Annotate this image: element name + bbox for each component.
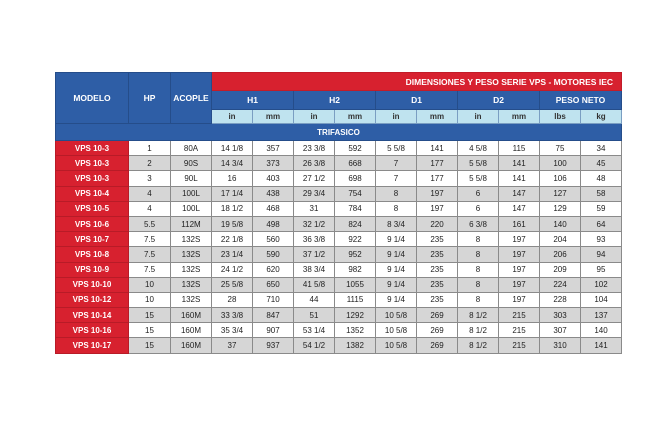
- cell-hp: 3: [129, 171, 171, 186]
- cell-h1-mm: 620: [253, 262, 294, 277]
- cell-lbs: 204: [540, 232, 581, 247]
- cell-kg: 102: [581, 277, 622, 292]
- cell-kg: 48: [581, 171, 622, 186]
- cell-h2-in: 41 5/8: [294, 277, 335, 292]
- cell-hp: 2: [129, 156, 171, 171]
- cell-d1-mm: 235: [417, 292, 458, 307]
- cell-kg: 64: [581, 216, 622, 231]
- table-row: [56, 262, 622, 277]
- table-row: [56, 156, 622, 171]
- cell-d2-mm: 215: [499, 308, 540, 323]
- table-title: DIMENSIONES Y PESO SERIE VPS - MOTORES IEC: [212, 73, 622, 91]
- cell-h1-in: 22 1/8: [212, 232, 253, 247]
- cell-d2-mm: 215: [499, 338, 540, 353]
- cell-h2-mm: 1115: [335, 292, 376, 307]
- cell-h2-in: 29 3/4: [294, 186, 335, 201]
- table-row: [56, 323, 622, 338]
- table-row: [56, 141, 622, 156]
- cell-modelo: VPS 10-12: [56, 292, 129, 307]
- cell-h2-in: 54 1/2: [294, 338, 335, 353]
- cell-h2-in: 27 1/2: [294, 171, 335, 186]
- header-modelo: MODELO: [56, 73, 129, 124]
- unit-d1-in: in: [376, 110, 417, 124]
- cell-h1-in: 37: [212, 338, 253, 353]
- cell-h1-mm: 468: [253, 201, 294, 216]
- cell-h2-in: 32 1/2: [294, 216, 335, 231]
- cell-h1-in: 14 3/4: [212, 156, 253, 171]
- cell-lbs: 307: [540, 323, 581, 338]
- cell-d2-mm: 197: [499, 277, 540, 292]
- cell-h1-in: 18 1/2: [212, 201, 253, 216]
- cell-modelo: VPS 10-17: [56, 338, 129, 353]
- cell-lbs: 310: [540, 338, 581, 353]
- cell-d1-mm: 235: [417, 262, 458, 277]
- header-hp: HP: [129, 73, 171, 124]
- table-row: [56, 216, 622, 231]
- header-group-h2: H2: [294, 91, 376, 110]
- cell-kg: 95: [581, 262, 622, 277]
- cell-d1-in: 9 1/4: [376, 262, 417, 277]
- cell-modelo: VPS 10-3: [56, 171, 129, 186]
- cell-d1-in: 7: [376, 171, 417, 186]
- cell-kg: 137: [581, 308, 622, 323]
- cell-h1-in: 25 5/8: [212, 277, 253, 292]
- cell-d2-mm: 197: [499, 262, 540, 277]
- cell-d2-mm: 147: [499, 201, 540, 216]
- cell-h1-in: 35 3/4: [212, 323, 253, 338]
- cell-kg: 94: [581, 247, 622, 262]
- cell-h1-mm: 403: [253, 171, 294, 186]
- unit-weight-lbs: lbs: [540, 110, 581, 124]
- cell-acople: 160M: [171, 323, 212, 338]
- cell-d2-in: 5 5/8: [458, 156, 499, 171]
- cell-h2-mm: 754: [335, 186, 376, 201]
- table-row: [56, 171, 622, 186]
- cell-d1-mm: 235: [417, 277, 458, 292]
- cell-acople: 160M: [171, 308, 212, 323]
- cell-hp: 7.5: [129, 262, 171, 277]
- cell-h1-in: 33 3/8: [212, 308, 253, 323]
- cell-hp: 7.5: [129, 247, 171, 262]
- table-row: [56, 247, 622, 262]
- cell-d1-mm: 269: [417, 308, 458, 323]
- table-row: [56, 277, 622, 292]
- cell-d2-mm: 197: [499, 247, 540, 262]
- cell-modelo: VPS 10-8: [56, 247, 129, 262]
- cell-d1-mm: 269: [417, 338, 458, 353]
- cell-h1-in: 16: [212, 171, 253, 186]
- cell-d2-in: 6: [458, 201, 499, 216]
- cell-d1-mm: 177: [417, 156, 458, 171]
- cell-h2-in: 36 3/8: [294, 232, 335, 247]
- unit-h2-mm: mm: [335, 110, 376, 124]
- cell-d2-mm: 161: [499, 216, 540, 231]
- cell-d1-in: 9 1/4: [376, 292, 417, 307]
- cell-modelo: VPS 10-7: [56, 232, 129, 247]
- cell-h1-mm: 590: [253, 247, 294, 262]
- table-row: [56, 232, 622, 247]
- header-group-h1: H1: [212, 91, 294, 110]
- cell-acople: 132S: [171, 247, 212, 262]
- cell-d1-in: 10 5/8: [376, 323, 417, 338]
- cell-d1-in: 10 5/8: [376, 338, 417, 353]
- cell-hp: 15: [129, 308, 171, 323]
- cell-h2-mm: 592: [335, 141, 376, 156]
- cell-lbs: 140: [540, 216, 581, 231]
- cell-d1-mm: 235: [417, 247, 458, 262]
- header-group-d1: D1: [376, 91, 458, 110]
- cell-modelo: VPS 10-14: [56, 308, 129, 323]
- cell-d2-in: 8: [458, 247, 499, 262]
- cell-lbs: 127: [540, 186, 581, 201]
- table-row: [56, 201, 622, 216]
- cell-modelo: VPS 10-16: [56, 323, 129, 338]
- cell-modelo: VPS 10-3: [56, 156, 129, 171]
- cell-lbs: 129: [540, 201, 581, 216]
- cell-d2-in: 5 5/8: [458, 171, 499, 186]
- cell-d2-mm: 197: [499, 292, 540, 307]
- cell-kg: 45: [581, 156, 622, 171]
- cell-h2-mm: 922: [335, 232, 376, 247]
- section-label-trifasico: TRIFASICO: [56, 124, 622, 141]
- cell-h1-in: 24 1/2: [212, 262, 253, 277]
- cell-d2-in: 8 1/2: [458, 323, 499, 338]
- cell-h1-in: 23 1/4: [212, 247, 253, 262]
- header-acople: ACOPLE: [171, 73, 212, 124]
- cell-hp: 15: [129, 338, 171, 353]
- cell-d1-in: 10 5/8: [376, 308, 417, 323]
- unit-h2-in: in: [294, 110, 335, 124]
- cell-h2-mm: 982: [335, 262, 376, 277]
- unit-weight-kg: kg: [581, 110, 622, 124]
- table-row: [56, 292, 622, 307]
- cell-h1-in: 28: [212, 292, 253, 307]
- unit-h1-mm: mm: [253, 110, 294, 124]
- cell-h2-in: 37 1/2: [294, 247, 335, 262]
- cell-d1-in: 8: [376, 186, 417, 201]
- cell-d2-in: 8: [458, 292, 499, 307]
- cell-kg: 58: [581, 186, 622, 201]
- cell-acople: 132S: [171, 292, 212, 307]
- table-row: [56, 338, 622, 353]
- cell-d2-in: 6: [458, 186, 499, 201]
- header-group-peso-neto: PESO NETO: [540, 91, 622, 110]
- cell-d2-mm: 115: [499, 141, 540, 156]
- table-row: [56, 308, 622, 323]
- cell-d1-in: 9 1/4: [376, 277, 417, 292]
- cell-h2-in: 31: [294, 201, 335, 216]
- cell-h1-mm: 937: [253, 338, 294, 353]
- cell-kg: 59: [581, 201, 622, 216]
- cell-h1-in: 17 1/4: [212, 186, 253, 201]
- table-row: [56, 186, 622, 201]
- cell-h1-mm: 847: [253, 308, 294, 323]
- cell-acople: 80A: [171, 141, 212, 156]
- cell-acople: 100L: [171, 201, 212, 216]
- cell-h1-in: 14 1/8: [212, 141, 253, 156]
- cell-kg: 141: [581, 338, 622, 353]
- cell-d2-mm: 215: [499, 323, 540, 338]
- cell-h2-mm: 1352: [335, 323, 376, 338]
- cell-acople: 112M: [171, 216, 212, 231]
- cell-acople: 90L: [171, 171, 212, 186]
- cell-d1-in: 8: [376, 201, 417, 216]
- cell-lbs: 303: [540, 308, 581, 323]
- cell-acople: 132S: [171, 262, 212, 277]
- cell-kg: 140: [581, 323, 622, 338]
- cell-d1-in: 7: [376, 156, 417, 171]
- cell-d2-in: 4 5/8: [458, 141, 499, 156]
- cell-h1-mm: 357: [253, 141, 294, 156]
- cell-h2-in: 26 3/8: [294, 156, 335, 171]
- cell-lbs: 224: [540, 277, 581, 292]
- cell-lbs: 106: [540, 171, 581, 186]
- unit-h1-in: in: [212, 110, 253, 124]
- cell-d2-mm: 197: [499, 232, 540, 247]
- cell-hp: 4: [129, 201, 171, 216]
- cell-kg: 104: [581, 292, 622, 307]
- cell-acople: 132S: [171, 232, 212, 247]
- cell-d1-mm: 141: [417, 141, 458, 156]
- cell-h2-mm: 1382: [335, 338, 376, 353]
- cell-hp: 15: [129, 323, 171, 338]
- table-body: [56, 141, 622, 354]
- cell-d1-mm: 269: [417, 323, 458, 338]
- cell-modelo: VPS 10-9: [56, 262, 129, 277]
- cell-d1-in: 8 3/4: [376, 216, 417, 231]
- cell-h1-mm: 650: [253, 277, 294, 292]
- cell-h1-mm: 438: [253, 186, 294, 201]
- header-group-d2: D2: [458, 91, 540, 110]
- cell-d2-in: 8 1/2: [458, 308, 499, 323]
- cell-d2-in: 8 1/2: [458, 338, 499, 353]
- cell-hp: 1: [129, 141, 171, 156]
- cell-modelo: VPS 10-5: [56, 201, 129, 216]
- cell-d1-in: 9 1/4: [376, 232, 417, 247]
- cell-h1-in: 19 5/8: [212, 216, 253, 231]
- cell-h2-in: 51: [294, 308, 335, 323]
- cell-d2-mm: 141: [499, 171, 540, 186]
- cell-lbs: 209: [540, 262, 581, 277]
- cell-lbs: 206: [540, 247, 581, 262]
- cell-h2-mm: 668: [335, 156, 376, 171]
- cell-h2-mm: 1292: [335, 308, 376, 323]
- cell-modelo: VPS 10-3: [56, 141, 129, 156]
- cell-d1-mm: 235: [417, 232, 458, 247]
- unit-d2-in: in: [458, 110, 499, 124]
- cell-h2-mm: 1055: [335, 277, 376, 292]
- cell-h1-mm: 907: [253, 323, 294, 338]
- cell-d2-in: 8: [458, 262, 499, 277]
- unit-d2-mm: mm: [499, 110, 540, 124]
- cell-lbs: 228: [540, 292, 581, 307]
- cell-d2-in: 6 3/8: [458, 216, 499, 231]
- cell-hp: 10: [129, 277, 171, 292]
- cell-modelo: VPS 10-10: [56, 277, 129, 292]
- cell-h2-in: 53 1/4: [294, 323, 335, 338]
- cell-modelo: VPS 10-6: [56, 216, 129, 231]
- cell-lbs: 100: [540, 156, 581, 171]
- dimensions-weight-table: [55, 72, 622, 354]
- cell-modelo: VPS 10-4: [56, 186, 129, 201]
- cell-hp: 7.5: [129, 232, 171, 247]
- cell-kg: 34: [581, 141, 622, 156]
- cell-h2-in: 44: [294, 292, 335, 307]
- unit-d1-mm: mm: [417, 110, 458, 124]
- cell-h2-in: 38 3/4: [294, 262, 335, 277]
- cell-acople: 132S: [171, 277, 212, 292]
- cell-kg: 93: [581, 232, 622, 247]
- cell-acople: 160M: [171, 338, 212, 353]
- cell-acople: 100L: [171, 186, 212, 201]
- cell-acople: 90S: [171, 156, 212, 171]
- cell-d1-in: 5 5/8: [376, 141, 417, 156]
- cell-h2-in: 23 3/8: [294, 141, 335, 156]
- cell-h1-mm: 560: [253, 232, 294, 247]
- cell-d1-mm: 177: [417, 171, 458, 186]
- cell-hp: 5.5: [129, 216, 171, 231]
- cell-hp: 10: [129, 292, 171, 307]
- cell-d1-mm: 197: [417, 186, 458, 201]
- cell-h1-mm: 710: [253, 292, 294, 307]
- cell-d2-in: 8: [458, 232, 499, 247]
- cell-h2-mm: 824: [335, 216, 376, 231]
- cell-d1-mm: 197: [417, 201, 458, 216]
- cell-d1-mm: 220: [417, 216, 458, 231]
- cell-d2-mm: 147: [499, 186, 540, 201]
- cell-hp: 4: [129, 186, 171, 201]
- cell-d2-mm: 141: [499, 156, 540, 171]
- cell-h2-mm: 784: [335, 201, 376, 216]
- cell-d2-in: 8: [458, 277, 499, 292]
- cell-h1-mm: 373: [253, 156, 294, 171]
- cell-d1-in: 9 1/4: [376, 247, 417, 262]
- cell-h2-mm: 698: [335, 171, 376, 186]
- cell-h1-mm: 498: [253, 216, 294, 231]
- cell-lbs: 75: [540, 141, 581, 156]
- cell-h2-mm: 952: [335, 247, 376, 262]
